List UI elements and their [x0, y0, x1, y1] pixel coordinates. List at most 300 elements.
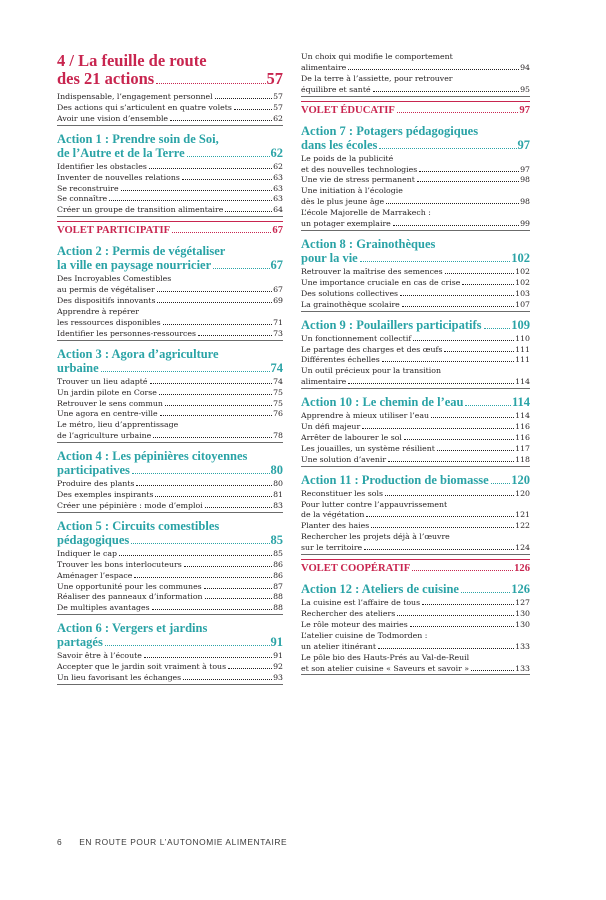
toc-text: Les jouailles, un système résilient: [301, 443, 435, 453]
toc-entry: [57, 479, 283, 490]
dot-leader: [444, 351, 514, 352]
toc-page-number: 111: [515, 344, 530, 354]
toc-text: Avoir une vision d’ensemble: [57, 113, 169, 123]
toc-page-number: 122: [515, 521, 530, 531]
toc-page-number: 57: [273, 102, 283, 112]
dot-leader: [491, 483, 511, 484]
toc-entry: [57, 184, 283, 195]
toc-entry: [301, 300, 530, 312]
toc-page-number: 71: [273, 317, 283, 327]
dot-leader: [412, 570, 513, 571]
toc-text: Planter des haies: [301, 521, 370, 531]
toc-entry: [301, 289, 530, 300]
dot-leader: [461, 592, 510, 593]
dot-leader: [388, 461, 514, 462]
toc-text: De multiples avantages: [57, 603, 150, 613]
toc-entry: [57, 409, 283, 420]
toc-entry: [301, 411, 530, 422]
toc-text: Des Incroyables Comestibles: [57, 274, 172, 284]
dot-leader: [205, 507, 272, 508]
toc-text: les ressources disponibles: [57, 317, 161, 327]
toc-entry: [57, 194, 283, 205]
toc-entry: [57, 173, 283, 184]
dot-leader: [157, 291, 272, 292]
dot-leader: [465, 405, 510, 406]
dot-leader: [378, 648, 514, 649]
toc-entry: [301, 334, 530, 345]
toc-text: La grainothèque scolaire: [301, 299, 400, 309]
dot-leader: [170, 120, 272, 121]
dot-leader: [366, 516, 514, 517]
toc-text: 4 / La feuille de route: [57, 51, 207, 70]
toc-entry: [57, 307, 283, 329]
toc-text: alimentaire: [301, 377, 347, 387]
toc-page-number: 94: [520, 62, 530, 72]
toc-entry: [57, 673, 283, 685]
toc-page-number: 57: [273, 92, 283, 101]
toc-text: Action 5 : Circuits comestibles: [57, 518, 220, 533]
toc-text: dès le plus jeune âge: [301, 197, 385, 207]
toc-text: Se reconstruire: [57, 183, 119, 193]
toc-entry: [57, 603, 283, 615]
toc-page-number: 75: [273, 398, 283, 408]
toc-page-number: 83: [273, 500, 283, 510]
toc-page-number: 120: [511, 472, 530, 487]
toc-entry: [301, 355, 530, 366]
toc-entry: [57, 651, 283, 662]
toc-page-number: 78: [273, 431, 283, 441]
dot-leader: [156, 83, 265, 84]
footer-book-title: EN ROUTE POUR L’AUTONOMIE ALIMENTAIRE: [79, 837, 288, 847]
dot-leader: [445, 273, 515, 274]
toc-page-number: 92: [273, 662, 283, 672]
toc-text: Action 10 : Le chemin de l’eau: [301, 395, 464, 410]
toc-text: Des dispositifs innovants: [57, 296, 156, 306]
dot-leader: [157, 302, 272, 303]
toc-action: [57, 621, 283, 649]
dot-leader: [204, 588, 272, 589]
toc-entry: [57, 296, 283, 307]
toc-text: Trouver un lieu adapté: [57, 376, 148, 386]
toc-text: Une initiation à l’écologie: [301, 186, 403, 196]
toc-page-number: 63: [273, 172, 283, 182]
dot-leader: [153, 437, 272, 438]
toc-page-number: 88: [273, 592, 283, 602]
toc-text: Apprendre à repérer: [57, 306, 139, 316]
toc-entry: [301, 74, 530, 97]
toc-text: Le métro, lieu d’apprentissage: [57, 420, 179, 430]
toc-page-number: 63: [273, 194, 283, 204]
toc-page-number: 116: [515, 422, 530, 432]
dot-leader: [413, 340, 514, 341]
toc-text: Action 8 : Grainothèques: [301, 236, 436, 251]
toc-page-number: 62: [273, 113, 283, 123]
dot-leader: [417, 181, 519, 182]
toc-entry: [301, 532, 530, 555]
toc-page-number: 67: [270, 258, 283, 273]
dot-leader: [144, 657, 272, 658]
toc-entry: [57, 662, 283, 673]
toc-entry: [57, 501, 283, 513]
dot-leader: [360, 261, 511, 262]
page-footer: [57, 837, 287, 847]
dot-leader: [397, 615, 514, 616]
toc-text: Une opportunité pour les communes: [57, 581, 202, 591]
toc-text: La cuisine est l’affaire de tous: [301, 598, 421, 608]
toc-entry: [301, 278, 530, 289]
toc-entry: [57, 560, 283, 571]
toc-text: Identifier les personnes-ressources: [57, 328, 197, 338]
dot-leader: [404, 439, 514, 440]
toc-page-number: 102: [511, 250, 530, 265]
toc-text: L’école Majorelle de Marrakech :: [301, 208, 431, 218]
dot-leader: [484, 328, 511, 329]
toc-entry: [57, 92, 283, 103]
toc-text: alimentaire: [301, 62, 347, 72]
toc-text: Une agora en centre-ville: [57, 409, 158, 419]
toc-text: au permis de végétaliser: [57, 285, 155, 295]
toc-text: Trouver les bons interlocuteurs: [57, 559, 182, 569]
dot-leader: [183, 679, 272, 680]
toc-text: partagés: [57, 635, 103, 650]
toc-entry: [301, 521, 530, 532]
toc-text: des 21 actions: [57, 69, 155, 88]
toc-entry: [301, 267, 530, 278]
toc-page-number: 124: [515, 543, 530, 553]
dot-leader: [213, 268, 269, 269]
toc-text: Le pôle bio des Hauts-Prés au Val-de-Reuil: [301, 652, 470, 662]
toc-text: Action 1 : Prendre soin de Soi,: [57, 131, 219, 146]
toc-entry: [301, 598, 530, 609]
toc-entry: [57, 399, 283, 410]
toc-entry: [301, 422, 530, 433]
toc-entry: [57, 205, 283, 217]
toc-page-number: 81: [273, 490, 283, 500]
toc-text: Des solutions collectives: [301, 288, 399, 298]
toc-entry: [301, 345, 530, 356]
dot-leader: [187, 156, 270, 157]
dot-leader: [386, 203, 519, 204]
toc-page-number: 114: [515, 377, 530, 387]
toc-entry: [301, 186, 530, 208]
dot-leader: [422, 604, 514, 605]
toc-page-number: 74: [273, 376, 283, 386]
toc-entry: [301, 609, 530, 620]
toc-entry: [301, 455, 530, 467]
dot-leader: [462, 284, 514, 285]
toc-text: Le poids de la publicité: [301, 153, 394, 163]
toc-action: [57, 244, 283, 272]
toc-text: pour la vie: [301, 250, 358, 265]
toc-text: Une importance cruciale en cas de crise: [301, 277, 461, 287]
dot-leader: [215, 98, 272, 99]
toc-entry: [57, 377, 283, 388]
toc-page-number: 99: [520, 219, 530, 229]
toc-page-number: 114: [511, 395, 530, 410]
toc-text: Un jardin pilote en Corse: [57, 387, 157, 397]
toc-text: Un lieu favorisant les échanges: [57, 673, 182, 683]
dot-leader: [371, 527, 514, 528]
dot-leader: [393, 225, 519, 226]
toc-page-number: 114: [515, 411, 530, 421]
dot-leader: [205, 598, 273, 599]
toc-entry: [301, 208, 530, 231]
toc-entry: [57, 329, 283, 341]
toc-text: Action 9 : Poulaillers participatifs: [301, 317, 482, 332]
toc-column-left: [57, 52, 283, 686]
toc-column-right: [301, 52, 530, 676]
toc-page-number: 121: [515, 510, 530, 520]
toc-action: [301, 582, 530, 596]
dot-leader: [379, 148, 516, 149]
toc-page-number: 102: [515, 277, 530, 287]
toc-text: Différentes échelles: [301, 355, 380, 365]
toc-page-number: 133: [515, 663, 530, 673]
dot-leader: [198, 335, 272, 336]
toc-page-number: 87: [273, 581, 283, 591]
toc-page-number: 80: [273, 479, 283, 489]
toc-entry: [57, 549, 283, 560]
dot-leader: [373, 91, 520, 92]
dot-leader: [172, 232, 271, 233]
toc-action: [57, 449, 283, 477]
dot-leader: [134, 577, 272, 578]
dot-leader: [131, 543, 269, 544]
toc-text: Un fonctionnement collectif: [301, 333, 412, 343]
dot-leader: [348, 69, 519, 70]
toc-entry: [301, 433, 530, 444]
toc-page-number: 130: [515, 619, 530, 629]
toc-entry: [301, 154, 530, 176]
dot-leader: [348, 383, 514, 384]
toc-page-number: 130: [515, 609, 530, 618]
toc-action: [301, 318, 530, 332]
toc-entry: [301, 175, 530, 186]
toc-entry: [57, 274, 283, 296]
toc-text: Inventer de nouvelles relations: [57, 172, 180, 182]
toc-entry: [301, 631, 530, 653]
toc-text: et son atelier cuisine « Saveurs et savoir »: [301, 663, 470, 673]
toc-text: Action 3 : Agora d’agriculture: [57, 346, 219, 361]
toc-volet: [301, 101, 530, 118]
toc-text: sur le territoire: [301, 543, 363, 553]
toc-page-number: 93: [273, 673, 283, 683]
toc-page-number: 64: [273, 205, 283, 215]
toc-page-number: 85: [273, 548, 283, 558]
dot-leader: [155, 496, 272, 497]
toc-entry: [301, 366, 530, 389]
dot-leader: [362, 428, 514, 429]
toc-text: la ville en paysage nourricier: [57, 258, 212, 273]
toc-entry: [57, 162, 283, 173]
toc-page-number: 63: [273, 183, 283, 193]
toc-text: Action 7 : Potagers pédagogiques: [301, 123, 479, 138]
toc-action: [57, 347, 283, 375]
toc-page-number: 98: [520, 197, 530, 207]
dot-leader: [150, 383, 273, 384]
toc-page-number: 91: [273, 651, 283, 661]
toc-text: Produire des plants: [57, 479, 135, 489]
toc-page-number: 107: [515, 299, 530, 309]
toc-page-number: 117: [515, 443, 530, 453]
toc-text: Action 6 : Vergers et jardins: [57, 621, 208, 636]
toc-text: Retrouver la maîtrise des semences: [301, 266, 443, 276]
toc-page-number: 110: [515, 333, 530, 343]
toc-action: [301, 473, 530, 487]
dot-leader: [397, 112, 519, 113]
toc-action: [57, 519, 283, 547]
dot-leader: [109, 200, 272, 201]
toc-action: [57, 132, 283, 160]
toc-text: Pour lutter contre l’appauvrissement: [301, 499, 448, 509]
dot-leader: [119, 555, 272, 556]
toc-page-number: 133: [515, 641, 530, 651]
dot-leader: [410, 626, 514, 627]
dot-leader: [136, 485, 272, 486]
toc-action: [301, 395, 530, 409]
dot-leader: [152, 609, 273, 610]
toc-entry: [57, 592, 283, 603]
toc-page-number: 86: [273, 570, 283, 580]
dot-leader: [234, 109, 272, 110]
toc-text: Action 4 : Les pépinières citoyennes: [57, 449, 248, 464]
toc-page-number: 76: [273, 409, 283, 419]
toc-page-number: 67: [273, 285, 283, 295]
toc-entry: [301, 444, 530, 455]
toc-page-number: 75: [273, 387, 283, 397]
toc-text: de l’Autre et de la Terre: [57, 145, 185, 160]
toc-text: Rechercher des ateliers: [301, 609, 396, 618]
toc-page-number: 74: [270, 360, 283, 375]
toc-text: de l’agriculture urbaine: [57, 431, 152, 441]
toc-text: Savoir être à l’écoute: [57, 651, 142, 661]
toc-entry: [301, 500, 530, 522]
toc-volet: [57, 221, 283, 238]
toc-text: Action 12 : Ateliers de cuisine: [301, 582, 459, 597]
dot-leader: [159, 394, 272, 395]
toc-text: pédagogiques: [57, 532, 130, 547]
toc-page-number: 102: [515, 266, 530, 276]
dot-leader: [182, 179, 272, 180]
toc-page-number: 116: [515, 432, 530, 442]
toc-page-number: 62: [273, 161, 283, 171]
toc-text: Un choix qui modifie le comportement: [301, 52, 453, 61]
toc-entry: [57, 114, 283, 126]
toc-text: De la terre à l’assiette, pour retrouver: [301, 73, 453, 83]
toc-entry: [301, 52, 530, 74]
toc-page-number: 97: [519, 104, 530, 116]
dot-leader: [437, 450, 514, 451]
toc-page-number: 98: [520, 175, 530, 185]
toc-page-number: 88: [273, 603, 283, 613]
dot-leader: [105, 645, 270, 646]
toc-page-number: 86: [273, 559, 283, 569]
toc-text: dans les écoles: [301, 137, 378, 152]
toc-text: participatives: [57, 463, 130, 478]
dot-leader: [471, 670, 514, 671]
dot-leader: [419, 171, 519, 172]
toc-page-number: 127: [515, 598, 530, 608]
toc-text: VOLET PARTICIPATIF: [57, 225, 171, 237]
toc-entry: [57, 420, 283, 443]
dot-leader: [228, 668, 272, 669]
dot-leader: [402, 306, 514, 307]
dot-leader: [132, 473, 270, 474]
toc-page-number: 62: [270, 145, 283, 160]
dot-leader: [121, 190, 273, 191]
toc-text: Des exemples inspirants: [57, 490, 154, 500]
dot-leader: [149, 168, 272, 169]
toc-text: Réaliser des panneaux d’information: [57, 592, 203, 602]
toc-entry: [57, 490, 283, 501]
toc-text: Une solution d’avenir: [301, 454, 387, 464]
toc-page-number: 126: [514, 563, 530, 575]
dot-leader: [101, 371, 270, 372]
toc-text: un atelier itinérant: [301, 641, 377, 651]
toc-text: Apprendre à mieux utiliser l’eau: [301, 411, 430, 421]
toc-text: L’atelier cuisine de Todmorden :: [301, 630, 428, 640]
dot-leader: [385, 495, 514, 496]
toc-page-number: 67: [272, 225, 283, 237]
toc-page-number: 97: [517, 137, 530, 152]
toc-text: et des nouvelles technologies: [301, 164, 418, 174]
toc-text: Action 11 : Production de biomasse: [301, 472, 489, 487]
toc-text: urbaine: [57, 360, 99, 375]
toc-text: Créer un groupe de transition alimentaire: [57, 205, 224, 215]
toc-entry: [57, 571, 283, 582]
toc-volet: [301, 559, 530, 576]
toc-text: de la végétation: [301, 510, 365, 520]
footer-page-number: 6: [57, 837, 63, 847]
toc-page-number: 109: [511, 317, 530, 332]
dot-leader: [382, 361, 514, 362]
toc-entry: [301, 489, 530, 500]
toc-text: Se connaître: [57, 194, 108, 204]
toc-page-number: 80: [270, 463, 283, 478]
toc-text: équilibre et santé: [301, 84, 371, 94]
toc-page-number: 103: [515, 288, 530, 298]
dot-leader: [184, 566, 272, 567]
toc-page-number: 69: [273, 296, 283, 306]
toc-page-number: 85: [270, 532, 283, 547]
toc-chapter: [57, 52, 283, 88]
toc-action: [301, 124, 530, 152]
toc-text: Le rôle moteur des mairies: [301, 619, 408, 629]
toc-text: Retrouver le sens commun: [57, 398, 163, 408]
toc-text: Indispensable, l’engagement personnel: [57, 92, 213, 101]
toc-page-number: 91: [270, 635, 283, 650]
toc-text: VOLET COOPÉRATIF: [301, 563, 411, 575]
toc-text: Un outil précieux pour la transition: [301, 366, 441, 376]
toc-page-number: 97: [520, 164, 530, 174]
dot-leader: [431, 417, 514, 418]
toc-page-number: 126: [511, 582, 530, 597]
toc-entry: [57, 103, 283, 114]
toc-text: Identifier les obstacles: [57, 161, 147, 171]
dot-leader: [160, 415, 272, 416]
dot-leader: [225, 211, 272, 212]
toc-text: un potager exemplaire: [301, 219, 391, 229]
toc-text: Reconstituer les sols: [301, 488, 383, 498]
toc-action: [301, 237, 530, 265]
toc-page-number: 120: [515, 488, 530, 498]
dot-leader: [163, 324, 272, 325]
dot-leader: [165, 405, 272, 406]
toc-text: Créer une pépinière : mode d’emploi: [57, 500, 203, 510]
toc-entry: [301, 620, 530, 631]
toc-page-number: 73: [273, 328, 283, 338]
toc-page-number: 118: [515, 454, 530, 464]
